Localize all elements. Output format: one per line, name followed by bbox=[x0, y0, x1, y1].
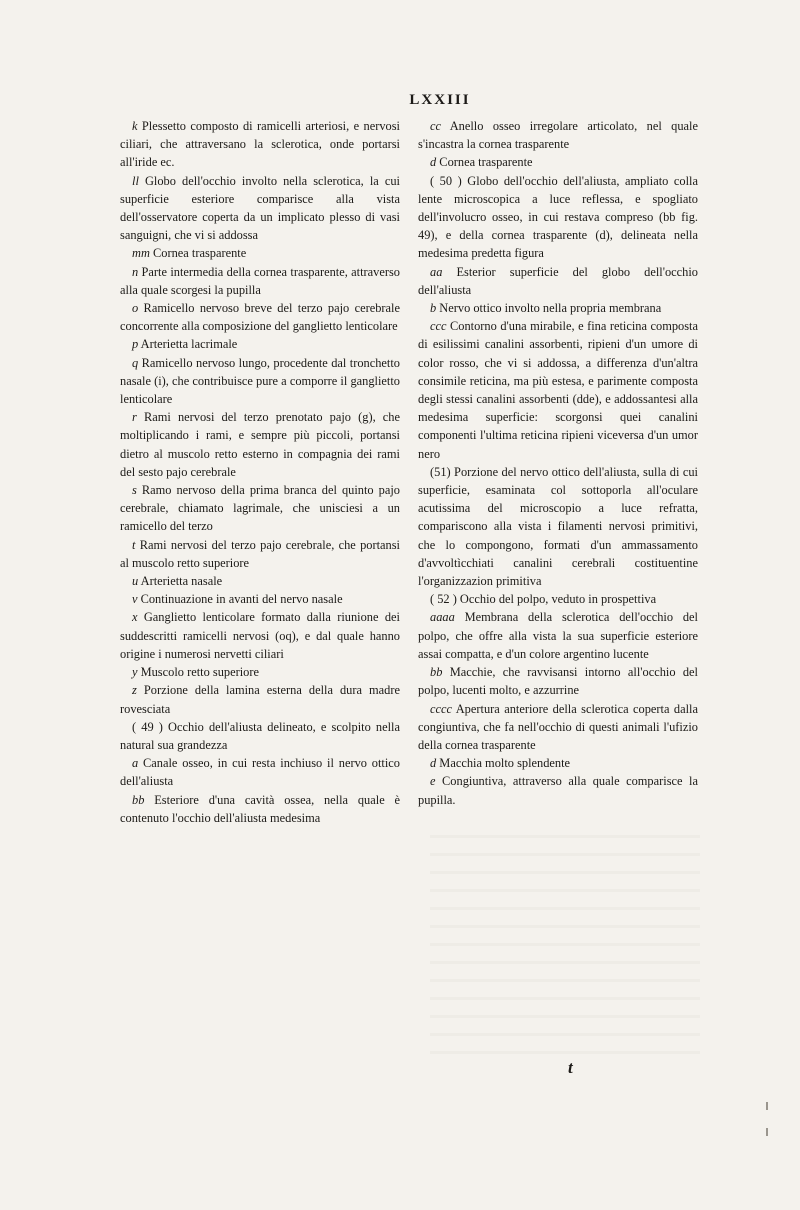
legend-text: Rami nervosi del terzo prenotato pajo (g), che moltiplicando i rami, e sempre più piccoli, portansi dietro al muscolo retto esterno in compagnia dei rami del sesto pajo cerebrale bbox=[120, 410, 400, 479]
legend-key: s bbox=[132, 483, 137, 498]
legend-entry bbox=[120, 754, 400, 790]
legend-entry bbox=[418, 754, 698, 772]
legend-text: (51) Porzione del nervo ottico dell'aliusta, sulla di cui superficie, esaminata col sottoporla all'oculare acutissima del microscopio a luce refratta, compariscono alla vista i filamenti nervosi primitivi, che lo compongono, formati d'un ammassamento d'avvoltìcchiati canalini cerebrali costituentine l'organizzazion primitiva bbox=[418, 464, 698, 589]
legend-key: d bbox=[430, 756, 437, 771]
legend-text: Nervo ottico involto nella propria membrana bbox=[436, 301, 662, 316]
legend-key: cc bbox=[430, 119, 441, 133]
legend-entry bbox=[418, 463, 698, 590]
legend-key: mm bbox=[132, 246, 150, 261]
legend-entry bbox=[418, 172, 698, 263]
legend-entry bbox=[120, 335, 400, 353]
edge-mark bbox=[766, 1128, 768, 1136]
legend-text: Ramicello nervoso breve del terzo pajo cerebrale concorrente alla composizione del ganglietto lenticolare bbox=[120, 301, 400, 334]
legend-key: bb bbox=[430, 665, 443, 680]
legend-text: Plessetto composto di ramicelli arteriosi, e nervosi ciliari, che attraversano la sclerotica, onde portarsi all'iride ec. bbox=[120, 119, 400, 170]
legend-entry bbox=[418, 608, 698, 663]
legend-entry bbox=[418, 117, 698, 153]
legend-entry bbox=[418, 700, 698, 755]
legend-text: Arterietta nasale bbox=[138, 574, 223, 589]
legend-text: Canale osseo, in cui resta inchiuso il nervo ottico dell'aliusta bbox=[120, 756, 400, 789]
legend-text: Macchia molto splendente bbox=[436, 756, 571, 771]
legend-text: Macchie, che ravvisansi intorno all'occhio del polpo, lucenti molto, e azzurrine bbox=[418, 665, 698, 698]
legend-entry bbox=[120, 681, 400, 717]
legend-text: Membrana della sclerotica dell'occhio del polpo, che offre alla vista la sua superficie esteriore assai compatta, e d'un colore argentino lucente bbox=[418, 610, 698, 661]
edge-mark bbox=[766, 1102, 768, 1110]
legend-key: e bbox=[430, 774, 436, 789]
legend-entry bbox=[418, 772, 698, 808]
legend-key: q bbox=[132, 355, 139, 370]
legend-key: d bbox=[430, 155, 437, 170]
legend-key: n bbox=[132, 264, 139, 279]
legend-text: Ramicello nervoso lungo, procedente dal tronchetto nasale (i), che contribuisce pure a comporre il ganglietto lenticolare bbox=[120, 355, 400, 407]
legend-entry bbox=[120, 481, 400, 536]
legend-text: Ramo nervoso della prima branca del quinto pajo cerebrale, chiamato lagrimale, che unisciesi a un ramicello del terzo bbox=[120, 483, 400, 534]
right-column bbox=[418, 117, 698, 809]
legend-key: k bbox=[132, 119, 138, 133]
legend-text: Porzione della lamina esterna della dura madre rovesciata bbox=[120, 683, 400, 716]
legend-text: Cornea trasparente bbox=[149, 246, 247, 261]
legend-key: z bbox=[132, 683, 137, 698]
legend-key: p bbox=[132, 337, 139, 352]
legend-key: ll bbox=[132, 173, 139, 188]
legend-key: x bbox=[132, 610, 138, 625]
legend-text: Globo dell'occhio involto nella sclerotica, la cui superficie esteriore comparisce alla vista dell'osservatore coperta da un implicato plesso di vasi sanguigni, che vi si addossa bbox=[120, 173, 400, 243]
legend-key: aa bbox=[430, 264, 443, 279]
legend-text: Continuazione in avanti del nervo nasale bbox=[137, 592, 343, 607]
legend-key: v bbox=[132, 592, 138, 607]
legend-key: a bbox=[132, 756, 139, 771]
signature-mark: t bbox=[568, 1058, 573, 1077]
legend-entry bbox=[120, 791, 400, 827]
legend-entry bbox=[120, 663, 400, 681]
legend-entry bbox=[418, 663, 698, 699]
legend-key: bb bbox=[132, 792, 145, 807]
legend-text: Cornea trasparente bbox=[436, 155, 533, 170]
page-number: LXXIII bbox=[409, 92, 471, 108]
legend-entry bbox=[120, 172, 400, 245]
legend-key: aaaa bbox=[430, 610, 455, 625]
legend-text: ( 52 ) Occhio del polpo, veduto in prospettiva bbox=[430, 592, 657, 607]
legend-entry bbox=[120, 608, 400, 663]
legend-text: Arterietta lacrimale bbox=[138, 337, 238, 352]
legend-entry bbox=[418, 317, 698, 463]
legend-text: Muscolo retto superiore bbox=[137, 665, 259, 680]
legend-key: ccc bbox=[430, 319, 447, 334]
legend-entry bbox=[120, 572, 400, 590]
legend-text: Contorno d'una mirabile, e fina reticina composta di esilissimi canalini assorbenti, ripieni d'un umore di color rosso, che vi si addossa, a differenza d'un'altra consimile reticina, ma più estesa, e parimente composta degli stessi canalini assorbenti (dde), e addossantesi alla medesima superficie: scorgonsi quei canalini componenti l'ultima reticina ripieni viceversa d'un umor nero bbox=[418, 319, 698, 461]
show-through-texture bbox=[430, 835, 700, 1055]
legend-key: cccc bbox=[430, 701, 452, 716]
legend-entry bbox=[120, 536, 400, 572]
legend-entry bbox=[418, 299, 698, 317]
legend-key: o bbox=[132, 301, 139, 316]
legend-text: ( 50 ) Globo dell'occhio dell'aliusta, ampliato colla lente microscopica a luce reflessa, e spogliato dell'involucro osseo, in cui restava compreso (bb fig. 49), e della cornea trasparente (d), delineata nella medesima predetta figura bbox=[418, 173, 698, 261]
legend-text: Apertura anteriore della sclerotica coperta dalla congiuntiva, che fa nell'occhio di questi animali l'ufizio della cornea trasparente bbox=[418, 701, 698, 752]
legend-text: Ganglietto lenticolare formato dalla riunione dei suddescritti ramicelli nervosi (oq), e dal quale hanno origine i numerosi nervetti ciliari bbox=[120, 610, 400, 661]
legend-text: Anello osseo irregolare articolato, nel quale s'incastra la cornea trasparente bbox=[418, 119, 698, 152]
legend-text: ( 49 ) Occhio dell'aliusta delineato, e scolpito nella natural sua grandezza bbox=[120, 719, 400, 752]
legend-key: t bbox=[132, 537, 136, 552]
legend-entry bbox=[418, 153, 698, 171]
legend-entry bbox=[120, 244, 400, 262]
legend-text: Esterior superficie del globo dell'occhio dell'aliusta bbox=[418, 264, 698, 297]
legend-key: y bbox=[132, 665, 138, 680]
legend-entry bbox=[120, 117, 400, 172]
legend-entry bbox=[120, 718, 400, 754]
legend-text: Rami nervosi del terzo pajo cerebrale, che portansi al muscolo retto superiore bbox=[120, 537, 400, 570]
legend-entry bbox=[120, 263, 400, 299]
left-column bbox=[120, 117, 400, 827]
legend-key: r bbox=[132, 410, 137, 425]
legend-entry bbox=[120, 408, 400, 481]
legend-entry bbox=[120, 299, 400, 335]
legend-text: Congiuntiva, attraverso alla quale comparisce la pupilla. bbox=[418, 774, 698, 807]
legend-key: b bbox=[430, 301, 437, 316]
legend-text: Parte intermedia della cornea trasparente, attraverso alla quale scorgesi la pupilla bbox=[120, 264, 400, 297]
legend-entry bbox=[418, 590, 698, 608]
legend-entry bbox=[120, 590, 400, 608]
legend-entry bbox=[418, 263, 698, 299]
legend-text: Esteriore d'una cavità ossea, nella quale è contenuto l'occhio dell'aliusta medesima bbox=[120, 792, 400, 825]
legend-entry bbox=[120, 354, 400, 409]
legend-key: u bbox=[132, 574, 139, 589]
